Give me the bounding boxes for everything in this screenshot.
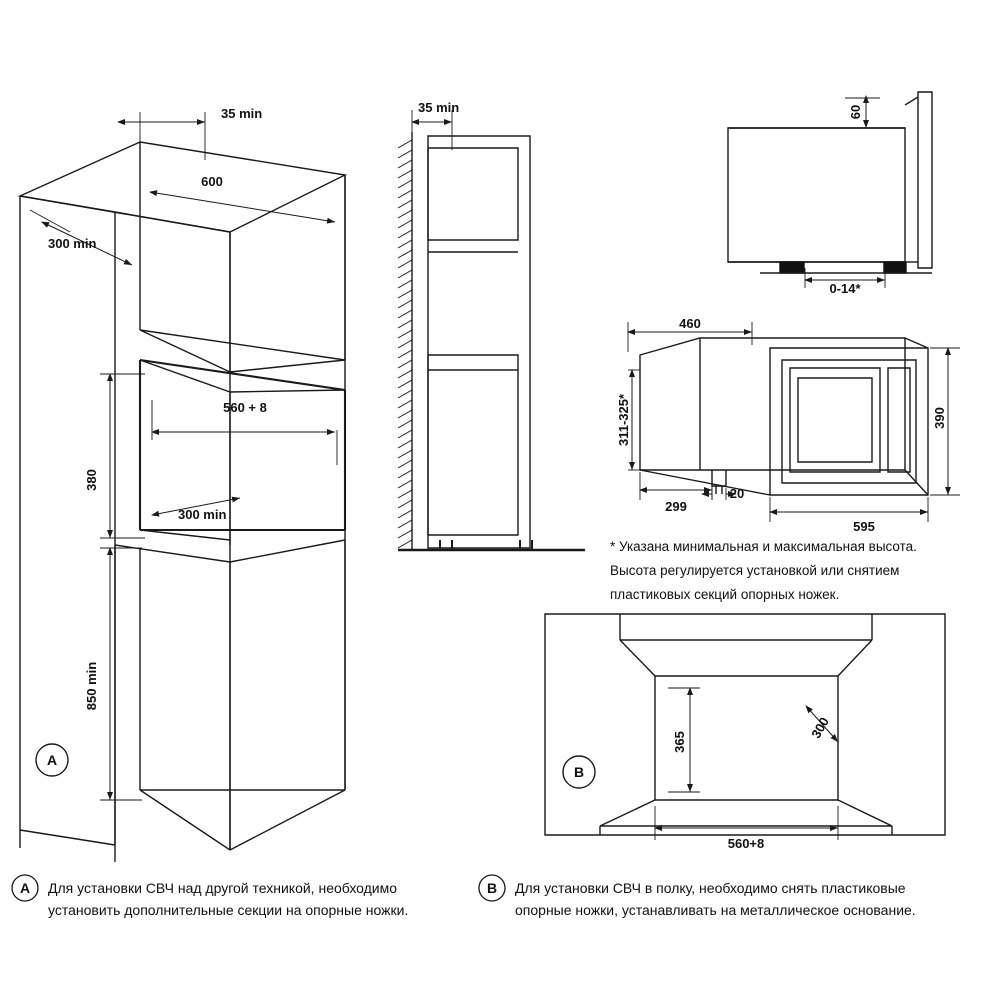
label-380: 380 <box>84 469 99 491</box>
label-460: 460 <box>679 316 701 331</box>
marker-b-label: B <box>573 764 585 780</box>
dim-380 <box>100 374 145 538</box>
label-35-min-side: 35 min <box>418 100 460 115</box>
footnote-b-line-1: Для установки СВЧ в полку, необходимо снять пластиковые <box>515 880 906 896</box>
view-top-open-door <box>728 92 932 273</box>
label-299: 299 <box>665 499 687 514</box>
footnote-b-line-2: опорные ножки, устанавливать на металлическое основание. <box>515 902 916 918</box>
asterisk-note-line-1: * Указана минимальная и максимальная высота. <box>610 539 917 554</box>
asterisk-note-line-2: Высота регулируется установкой или снятием <box>610 563 900 578</box>
label-850-min: 850 min <box>84 661 99 711</box>
label-20: 20 <box>729 486 745 501</box>
footnote-a-marker: A <box>19 880 31 896</box>
view-unit-dimensions <box>640 338 928 495</box>
footnote-a-line-1: Для установки СВЧ над другой техникой, необходимо <box>48 880 398 896</box>
label-365: 365 <box>672 731 687 753</box>
dim-299 <box>640 472 712 500</box>
label-0-14: 0-14* <box>829 281 861 296</box>
label-600: 600 <box>201 174 223 189</box>
asterisk-note-line-3: пластиковых секций опорных ножек. <box>610 587 840 602</box>
label-560-plus-8-shelf: 560+8 <box>727 836 765 851</box>
label-60: 60 <box>848 104 863 120</box>
label-300-min-niche: 300 min <box>178 507 227 522</box>
dim-35-min-side <box>412 110 452 150</box>
label-560-plus-8: 560 + 8 <box>223 400 267 415</box>
label-595: 595 <box>853 519 875 534</box>
label-300-min-depth: 300 min <box>48 236 97 251</box>
label-300-shelf: 300 <box>808 714 833 741</box>
footnote-a-line-2: установить дополнительные секции на опорные ножки. <box>48 902 409 918</box>
label-311-325: 311-325* <box>616 393 631 447</box>
dim-35-min-top <box>118 112 205 160</box>
view-b-shelf <box>545 614 945 835</box>
marker-a-label: A <box>46 752 58 768</box>
view-side-section <box>398 132 585 550</box>
label-35-min-top: 35 min <box>221 106 263 121</box>
dim-850-min <box>100 548 142 800</box>
footnote-b-marker: B <box>486 880 498 896</box>
label-390: 390 <box>932 407 947 429</box>
dim-595 <box>770 497 928 522</box>
